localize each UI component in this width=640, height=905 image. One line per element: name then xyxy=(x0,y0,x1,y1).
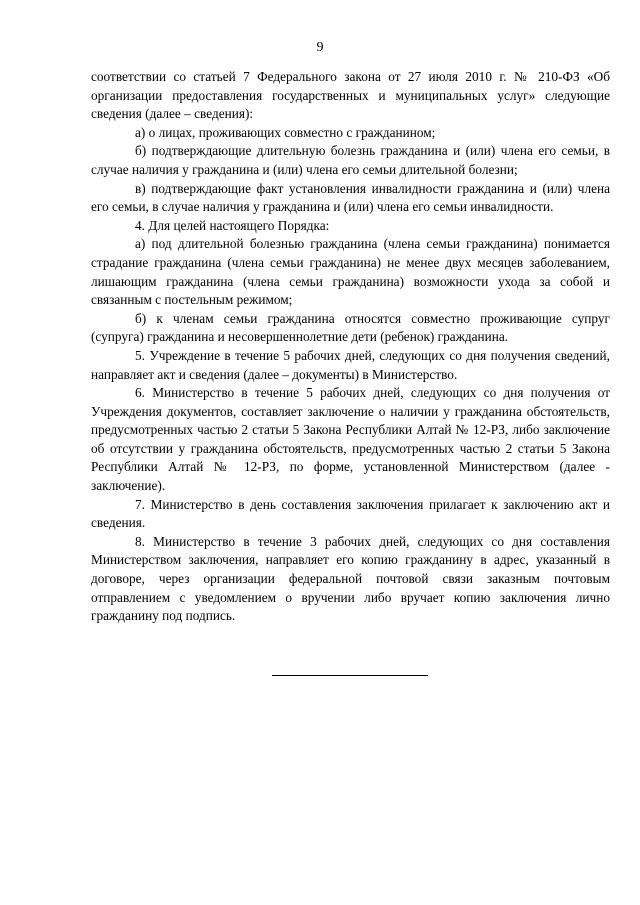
paragraph-section-7: 7. Министерство в день составления заключения прилагает к заключению акт и сведения. xyxy=(91,496,610,531)
paragraph-intro: соответствии со статьей 7 Федерального закона от 27 июля 2010 г. № 210-ФЗ «Об организации предоставления государственных и муниципальных услуг» следующие сведения (далее – сведения): xyxy=(91,69,610,122)
paragraph-item-v-disability: в) подтверждающие факт установления инвалидности гражданина и (или) члена его семьи, в случае наличия у гражданина и (или) члена его семьи инвалидности. xyxy=(91,180,610,215)
document-body xyxy=(91,68,610,626)
paragraph-item-a-persons: а) о лицах, проживающих совместно с гражданином; xyxy=(135,124,436,140)
page-number: 9 xyxy=(316,40,324,55)
paragraph-section-5: 5. Учреждение в течение 5 рабочих дней, следующих со дня получения сведений, направляет акт и сведения (далее – документы) в Министерство. xyxy=(91,347,610,382)
paragraph-section-6: 6. Министерство в течение 5 рабочих дней, следующих со дня получения от Учреждения документов, составляет заключение о наличии у гражданина обстоятельств, предусмотренных частью 2 статьи 5 Закона Республики Алтай № 12-РЗ, либо заключение об отсутствии у гражданина обстоятельств, предусмотренных частью 2 статьи 5 Закона Республики Алтай № 12-РЗ, по форме, установленной Министерством (далее - заключение). xyxy=(91,385,610,494)
paragraph-item-b-illness: б) подтверждающие длительную болезнь гражданина и (или) члена его семьи, в случае наличия у гражданина и (или) члена его семьи длительной болезни; xyxy=(91,143,610,177)
paragraph-section-4-a: а) под длительной болезнью гражданина (члена семьи гражданина) понимается страдание гражданина (члена семьи гражданина) не менее двух месяцев заболеванием, лишающим гражданина (члена семьи гражданина) возможности ухода за собой и связанным с постельным режимом; xyxy=(91,236,610,308)
end-divider-line xyxy=(272,675,428,676)
paragraph-section-4: 4. Для целей настоящего Порядка: xyxy=(135,217,330,233)
paragraph-section-4-b: б) к членам семьи гражданина относятся совместно проживающие супруг (супруга) гражданина и несовершеннолетние дети (ребенок) гражданина. xyxy=(91,310,610,345)
paragraph-section-8: 8. Министерство в течение 3 рабочих дней, следующих со дня составления Министерством заключения, направляет его копию гражданину в адрес, указанный в договоре, через организации федеральной почтовой связи заказным почтовым отправлением с уведомлением о вручении либо вручает копию заключения лично гражданину под подпись. xyxy=(91,533,610,624)
